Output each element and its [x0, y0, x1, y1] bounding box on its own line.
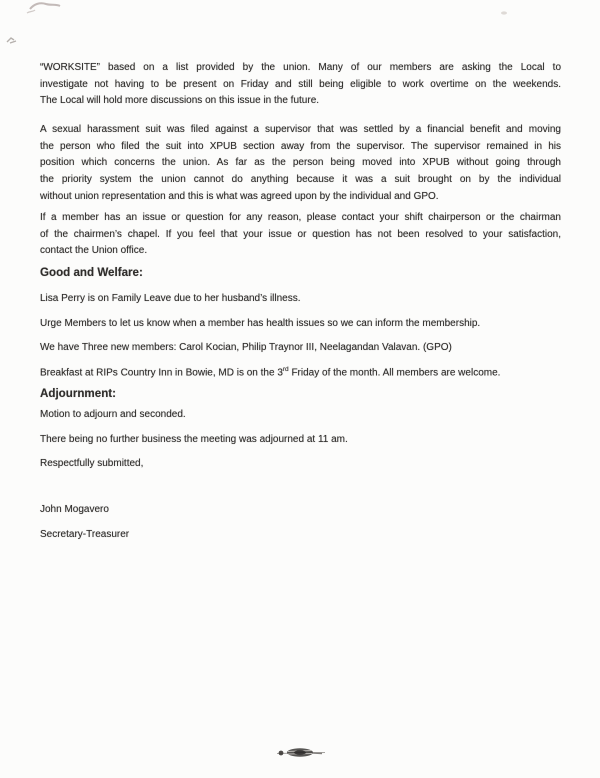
section-heading-good-and-welfare: Good and Welfare: — [40, 266, 143, 279]
ink-smudge-icon — [276, 746, 326, 760]
ordinal-superscript: rd — [282, 366, 289, 373]
body-paragraph-harassment-suit — [40, 122, 561, 206]
pen-squiggle-icon — [26, 1, 66, 17]
line-motion-to-adjourn: Motion to adjourn and seconded. — [40, 409, 186, 420]
signature-name: John Mogavero — [40, 504, 109, 515]
paragraph-line: If a member has an issue or question for any reason, please contact your shift chairperson or the chairman — [40, 212, 561, 223]
section-heading-adjournment: Adjournment: — [40, 387, 116, 400]
scan-speck-icon — [500, 10, 508, 16]
paragraph-line: the person who filed the suit into XPUB section away from the supervisor. The supervisor remained in his — [40, 140, 561, 152]
breakfast-text-post: Friday of the month. All members are welcome. — [288, 367, 501, 379]
paragraph-line: “WORKSITE” based on a list provided by the union. Many of our members are asking the Local to — [40, 62, 561, 73]
line-meeting-adjourned: There being no further business the meeting was adjourned at 11 am. — [40, 434, 348, 445]
signature-title: Secretary-Treasurer — [40, 529, 130, 540]
line-lisa-perry: Lisa Perry is on Family Leave due to her husband’s illness. — [40, 293, 301, 304]
line-new-members: We have Three new members: Carol Kocian, Philip Traynor III, Neelagandan Valavan. (GPO) — [40, 342, 452, 353]
breakfast-text-pre: Breakfast at RIPs Country Inn in Bowie, MD is on the 3 — [40, 367, 283, 379]
paragraph-line: the priority system the union cannot do anything because it was a suit brought on by the individual — [40, 174, 561, 186]
paragraph-line: without union representation and this is what was agreed upon by the individual and GPO. — [40, 190, 439, 202]
body-paragraph-member-issues — [40, 210, 561, 260]
line-breakfast — [40, 362, 561, 382]
paragraph-line: position which concerns the union. As far as the person being moved into XPUB without going through — [40, 157, 561, 169]
paragraph-line: A sexual harassment suit was filed against a supervisor that was settled by a financial benefit and moving — [40, 124, 561, 135]
body-paragraph-worksite — [40, 60, 561, 110]
paragraph-line: investigate not having to be present on Friday and still being eligible to work overtime on the weekends. — [40, 78, 561, 90]
paragraph-line: contact the Union office. — [40, 245, 148, 257]
pencil-tick-icon — [6, 34, 20, 46]
line-respectfully-submitted: Respectfully submitted, — [40, 458, 144, 469]
paragraph-line: of the chairmen’s chapel. If you feel that your issue or question has not been resolved to your satisfaction, — [40, 228, 561, 240]
paragraph-line: The Local will hold more discussions on this issue in the future. — [40, 95, 320, 107]
line-urge-members: Urge Members to let us know when a member has health issues so we can inform the membership. — [40, 318, 481, 329]
